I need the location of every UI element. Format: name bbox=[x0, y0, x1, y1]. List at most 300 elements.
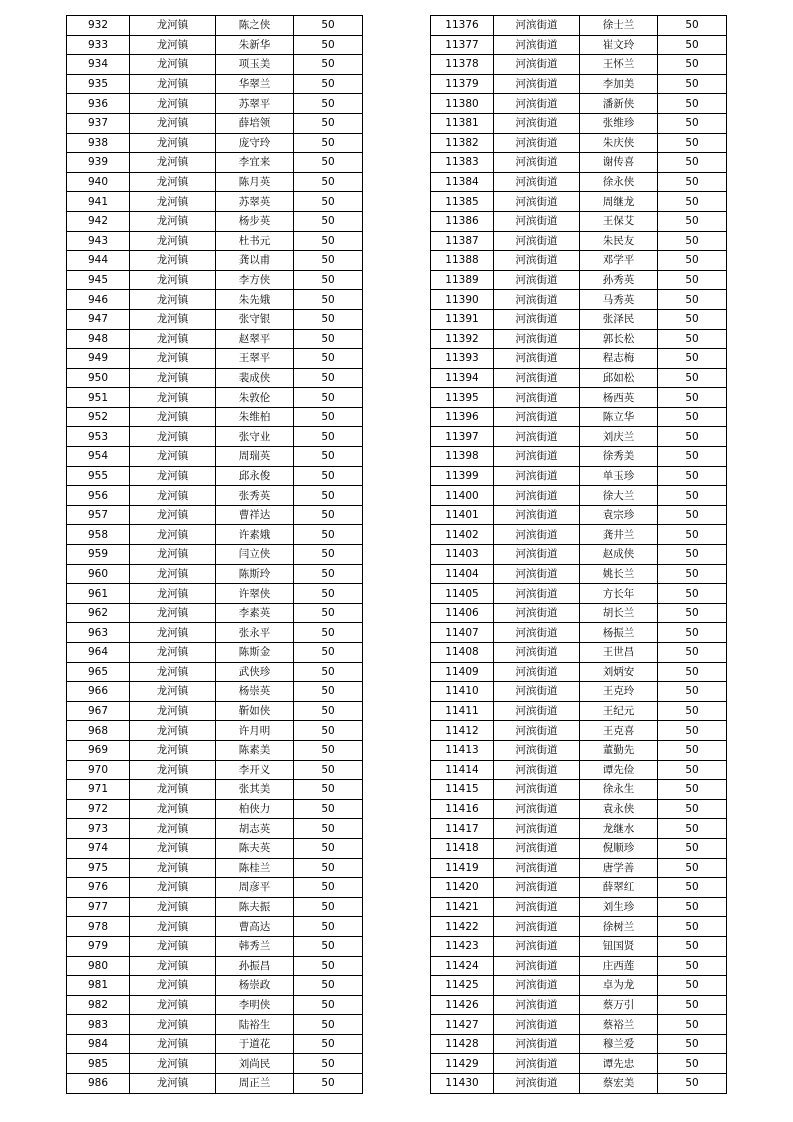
name-cell: 薛培领 bbox=[216, 113, 294, 133]
location-cell: 河滨街道 bbox=[494, 270, 580, 290]
amount-cell: 50 bbox=[294, 525, 363, 545]
name-cell: 周正兰 bbox=[216, 1074, 294, 1094]
table-row bbox=[431, 270, 727, 290]
location-cell: 龙河镇 bbox=[130, 819, 216, 839]
location-cell: 龙河镇 bbox=[130, 603, 216, 623]
name-cell: 周瑞英 bbox=[216, 447, 294, 467]
name-cell: 徐士兰 bbox=[580, 16, 658, 36]
amount-cell: 50 bbox=[294, 486, 363, 506]
amount-cell: 50 bbox=[294, 545, 363, 565]
location-cell: 龙河镇 bbox=[130, 976, 216, 996]
table-row bbox=[431, 1034, 727, 1054]
row-number-cell: 940 bbox=[67, 172, 130, 192]
location-cell: 河滨街道 bbox=[494, 995, 580, 1015]
row-number-cell: 11411 bbox=[431, 701, 494, 721]
name-cell: 姚长兰 bbox=[580, 564, 658, 584]
table-row bbox=[431, 388, 727, 408]
name-cell: 杨西英 bbox=[580, 388, 658, 408]
row-number-cell: 968 bbox=[67, 721, 130, 741]
location-cell: 龙河镇 bbox=[130, 584, 216, 604]
table-row bbox=[67, 35, 363, 55]
row-number-cell: 934 bbox=[67, 55, 130, 75]
table-row bbox=[431, 564, 727, 584]
amount-cell: 50 bbox=[658, 251, 727, 271]
table-row bbox=[67, 407, 363, 427]
table-row bbox=[67, 349, 363, 369]
amount-cell: 50 bbox=[294, 211, 363, 231]
name-cell: 刘炳安 bbox=[580, 662, 658, 682]
amount-cell: 50 bbox=[294, 290, 363, 310]
table-row bbox=[67, 897, 363, 917]
amount-cell: 50 bbox=[294, 564, 363, 584]
table-row bbox=[67, 388, 363, 408]
table-row bbox=[431, 368, 727, 388]
location-cell: 龙河镇 bbox=[130, 251, 216, 271]
name-cell: 谭先忠 bbox=[580, 1054, 658, 1074]
name-cell: 潘新侠 bbox=[580, 94, 658, 114]
table-row bbox=[431, 211, 727, 231]
row-number-cell: 935 bbox=[67, 74, 130, 94]
location-cell: 龙河镇 bbox=[130, 211, 216, 231]
table-row bbox=[431, 623, 727, 643]
amount-cell: 50 bbox=[294, 329, 363, 349]
name-cell: 袁永侠 bbox=[580, 799, 658, 819]
location-cell: 河滨街道 bbox=[494, 838, 580, 858]
table-row bbox=[67, 153, 363, 173]
table-row bbox=[67, 995, 363, 1015]
name-cell: 张永平 bbox=[216, 623, 294, 643]
row-number-cell: 983 bbox=[67, 1015, 130, 1035]
location-cell: 龙河镇 bbox=[130, 623, 216, 643]
location-cell: 龙河镇 bbox=[130, 329, 216, 349]
name-cell: 苏翠英 bbox=[216, 192, 294, 212]
name-cell: 曹祥达 bbox=[216, 505, 294, 525]
amount-cell: 50 bbox=[658, 153, 727, 173]
name-cell: 张维珍 bbox=[580, 113, 658, 133]
location-cell: 龙河镇 bbox=[130, 172, 216, 192]
location-cell: 河滨街道 bbox=[494, 878, 580, 898]
name-cell: 朱先娥 bbox=[216, 290, 294, 310]
table-row bbox=[67, 838, 363, 858]
row-number-cell: 11407 bbox=[431, 623, 494, 643]
location-cell: 龙河镇 bbox=[130, 936, 216, 956]
location-cell: 河滨街道 bbox=[494, 1015, 580, 1035]
row-number-cell: 965 bbox=[67, 662, 130, 682]
row-number-cell: 985 bbox=[67, 1054, 130, 1074]
location-cell: 河滨街道 bbox=[494, 153, 580, 173]
table-row bbox=[431, 466, 727, 486]
location-cell: 河滨街道 bbox=[494, 721, 580, 741]
location-cell: 河滨街道 bbox=[494, 584, 580, 604]
amount-cell: 50 bbox=[658, 35, 727, 55]
table-row bbox=[67, 113, 363, 133]
amount-cell: 50 bbox=[658, 564, 727, 584]
amount-cell: 50 bbox=[658, 427, 727, 447]
table-row bbox=[67, 936, 363, 956]
amount-cell: 50 bbox=[658, 701, 727, 721]
location-cell: 河滨街道 bbox=[494, 525, 580, 545]
row-number-cell: 11389 bbox=[431, 270, 494, 290]
location-cell: 河滨街道 bbox=[494, 682, 580, 702]
table-row bbox=[431, 427, 727, 447]
table-row bbox=[431, 329, 727, 349]
row-number-cell: 11409 bbox=[431, 662, 494, 682]
location-cell: 龙河镇 bbox=[130, 407, 216, 427]
row-number-cell: 11422 bbox=[431, 917, 494, 937]
amount-cell: 50 bbox=[658, 917, 727, 937]
row-number-cell: 11410 bbox=[431, 682, 494, 702]
name-cell: 蔡裕兰 bbox=[580, 1015, 658, 1035]
name-cell: 刘庆兰 bbox=[580, 427, 658, 447]
name-cell: 邱如松 bbox=[580, 368, 658, 388]
row-number-cell: 11426 bbox=[431, 995, 494, 1015]
row-number-cell: 967 bbox=[67, 701, 130, 721]
location-cell: 河滨街道 bbox=[494, 35, 580, 55]
location-cell: 龙河镇 bbox=[130, 1015, 216, 1035]
name-cell: 龚井兰 bbox=[580, 525, 658, 545]
location-cell: 河滨街道 bbox=[494, 427, 580, 447]
amount-cell: 50 bbox=[294, 270, 363, 290]
table-row bbox=[431, 643, 727, 663]
table-row bbox=[67, 740, 363, 760]
amount-cell: 50 bbox=[658, 407, 727, 427]
amount-cell: 50 bbox=[658, 838, 727, 858]
table-row bbox=[431, 897, 727, 917]
amount-cell: 50 bbox=[294, 35, 363, 55]
location-cell: 龙河镇 bbox=[130, 760, 216, 780]
location-cell: 河滨街道 bbox=[494, 505, 580, 525]
name-cell: 朱新华 bbox=[216, 35, 294, 55]
name-cell: 许素娥 bbox=[216, 525, 294, 545]
row-number-cell: 955 bbox=[67, 466, 130, 486]
location-cell: 河滨街道 bbox=[494, 309, 580, 329]
row-number-cell: 11423 bbox=[431, 936, 494, 956]
row-number-cell: 11414 bbox=[431, 760, 494, 780]
amount-cell: 50 bbox=[294, 643, 363, 663]
row-number-cell: 976 bbox=[67, 878, 130, 898]
amount-cell: 50 bbox=[658, 55, 727, 75]
amount-cell: 50 bbox=[294, 251, 363, 271]
table-row bbox=[431, 740, 727, 760]
table-row bbox=[431, 349, 727, 369]
table-row bbox=[67, 917, 363, 937]
table-row bbox=[67, 564, 363, 584]
location-cell: 龙河镇 bbox=[130, 16, 216, 36]
table-row bbox=[431, 407, 727, 427]
row-number-cell: 939 bbox=[67, 153, 130, 173]
name-cell: 刘尚民 bbox=[216, 1054, 294, 1074]
table-row bbox=[67, 545, 363, 565]
table-row bbox=[67, 1034, 363, 1054]
name-cell: 蔡宏美 bbox=[580, 1074, 658, 1094]
name-cell: 杨振兰 bbox=[580, 623, 658, 643]
location-cell: 龙河镇 bbox=[130, 349, 216, 369]
name-cell: 单玉珍 bbox=[580, 466, 658, 486]
amount-cell: 50 bbox=[658, 466, 727, 486]
row-number-cell: 959 bbox=[67, 545, 130, 565]
amount-cell: 50 bbox=[294, 956, 363, 976]
table-row bbox=[431, 936, 727, 956]
name-cell: 胡长兰 bbox=[580, 603, 658, 623]
location-cell: 河滨街道 bbox=[494, 1054, 580, 1074]
location-cell: 龙河镇 bbox=[130, 525, 216, 545]
amount-cell: 50 bbox=[658, 1054, 727, 1074]
table-row bbox=[67, 211, 363, 231]
row-number-cell: 11392 bbox=[431, 329, 494, 349]
row-number-cell: 11387 bbox=[431, 231, 494, 251]
table-row bbox=[67, 486, 363, 506]
amount-cell: 50 bbox=[658, 231, 727, 251]
table-row bbox=[67, 94, 363, 114]
row-number-cell: 11380 bbox=[431, 94, 494, 114]
table-row bbox=[431, 995, 727, 1015]
table-row bbox=[67, 662, 363, 682]
location-cell: 河滨街道 bbox=[494, 172, 580, 192]
amount-cell: 50 bbox=[294, 976, 363, 996]
amount-cell: 50 bbox=[294, 172, 363, 192]
table-row bbox=[431, 682, 727, 702]
name-cell: 李加美 bbox=[580, 74, 658, 94]
row-number-cell: 11400 bbox=[431, 486, 494, 506]
name-cell: 邱永俊 bbox=[216, 466, 294, 486]
amount-cell: 50 bbox=[658, 878, 727, 898]
location-cell: 龙河镇 bbox=[130, 55, 216, 75]
name-cell: 柏侠力 bbox=[216, 799, 294, 819]
location-cell: 河滨街道 bbox=[494, 623, 580, 643]
name-cell: 谭先俭 bbox=[580, 760, 658, 780]
name-cell: 张守银 bbox=[216, 309, 294, 329]
location-cell: 龙河镇 bbox=[130, 192, 216, 212]
table-row bbox=[67, 16, 363, 36]
name-cell: 闫立侠 bbox=[216, 545, 294, 565]
location-cell: 龙河镇 bbox=[130, 682, 216, 702]
name-cell: 周继龙 bbox=[580, 192, 658, 212]
amount-cell: 50 bbox=[658, 956, 727, 976]
amount-cell: 50 bbox=[294, 447, 363, 467]
location-cell: 龙河镇 bbox=[130, 858, 216, 878]
row-number-cell: 958 bbox=[67, 525, 130, 545]
amount-cell: 50 bbox=[294, 838, 363, 858]
amount-cell: 50 bbox=[294, 1034, 363, 1054]
amount-cell: 50 bbox=[294, 780, 363, 800]
amount-cell: 50 bbox=[294, 936, 363, 956]
table-row bbox=[431, 545, 727, 565]
table-row bbox=[431, 525, 727, 545]
table-row bbox=[67, 466, 363, 486]
row-number-cell: 11394 bbox=[431, 368, 494, 388]
row-number-cell: 11383 bbox=[431, 153, 494, 173]
row-number-cell: 962 bbox=[67, 603, 130, 623]
table-row bbox=[431, 819, 727, 839]
name-cell: 陈素美 bbox=[216, 740, 294, 760]
amount-cell: 50 bbox=[294, 466, 363, 486]
row-number-cell: 933 bbox=[67, 35, 130, 55]
row-number-cell: 11384 bbox=[431, 172, 494, 192]
table-row bbox=[431, 447, 727, 467]
row-number-cell: 974 bbox=[67, 838, 130, 858]
location-cell: 龙河镇 bbox=[130, 643, 216, 663]
table-row bbox=[67, 427, 363, 447]
row-number-cell: 975 bbox=[67, 858, 130, 878]
row-number-cell: 951 bbox=[67, 388, 130, 408]
row-number-cell: 961 bbox=[67, 584, 130, 604]
row-number-cell: 11424 bbox=[431, 956, 494, 976]
location-cell: 龙河镇 bbox=[130, 486, 216, 506]
row-number-cell: 11418 bbox=[431, 838, 494, 858]
name-cell: 唐学善 bbox=[580, 858, 658, 878]
row-number-cell: 986 bbox=[67, 1074, 130, 1094]
amount-cell: 50 bbox=[294, 740, 363, 760]
name-cell: 李开义 bbox=[216, 760, 294, 780]
location-cell: 龙河镇 bbox=[130, 35, 216, 55]
row-number-cell: 980 bbox=[67, 956, 130, 976]
row-number-cell: 954 bbox=[67, 447, 130, 467]
location-cell: 龙河镇 bbox=[130, 1034, 216, 1054]
location-cell: 龙河镇 bbox=[130, 133, 216, 153]
table-row bbox=[67, 525, 363, 545]
table-row bbox=[67, 55, 363, 75]
name-cell: 朱民友 bbox=[580, 231, 658, 251]
table-row bbox=[431, 1074, 727, 1094]
row-number-cell: 11397 bbox=[431, 427, 494, 447]
name-cell: 程志梅 bbox=[580, 349, 658, 369]
row-number-cell: 11430 bbox=[431, 1074, 494, 1094]
row-number-cell: 942 bbox=[67, 211, 130, 231]
name-cell: 华翠兰 bbox=[216, 74, 294, 94]
name-cell: 谢传喜 bbox=[580, 153, 658, 173]
name-cell: 张秀英 bbox=[216, 486, 294, 506]
location-cell: 龙河镇 bbox=[130, 153, 216, 173]
table-row bbox=[431, 290, 727, 310]
left-table bbox=[66, 15, 363, 1094]
name-cell: 孙振昌 bbox=[216, 956, 294, 976]
amount-cell: 50 bbox=[294, 368, 363, 388]
table-row bbox=[67, 192, 363, 212]
amount-cell: 50 bbox=[294, 192, 363, 212]
row-number-cell: 946 bbox=[67, 290, 130, 310]
name-cell: 郭长松 bbox=[580, 329, 658, 349]
amount-cell: 50 bbox=[658, 290, 727, 310]
location-cell: 龙河镇 bbox=[130, 290, 216, 310]
name-cell: 李明侠 bbox=[216, 995, 294, 1015]
row-number-cell: 11378 bbox=[431, 55, 494, 75]
location-cell: 龙河镇 bbox=[130, 897, 216, 917]
row-number-cell: 11388 bbox=[431, 251, 494, 271]
table-row bbox=[431, 1015, 727, 1035]
location-cell: 龙河镇 bbox=[130, 721, 216, 741]
row-number-cell: 953 bbox=[67, 427, 130, 447]
table-row bbox=[431, 662, 727, 682]
row-number-cell: 11413 bbox=[431, 740, 494, 760]
amount-cell: 50 bbox=[294, 94, 363, 114]
table-row bbox=[67, 329, 363, 349]
name-cell: 陈夫振 bbox=[216, 897, 294, 917]
amount-cell: 50 bbox=[658, 603, 727, 623]
table-row bbox=[67, 780, 363, 800]
name-cell: 袁宗珍 bbox=[580, 505, 658, 525]
name-cell: 徐大兰 bbox=[580, 486, 658, 506]
table-row bbox=[431, 35, 727, 55]
right-table bbox=[430, 15, 727, 1094]
name-cell: 庞守玲 bbox=[216, 133, 294, 153]
row-number-cell: 11428 bbox=[431, 1034, 494, 1054]
name-cell: 马秀英 bbox=[580, 290, 658, 310]
table-row bbox=[431, 917, 727, 937]
row-number-cell: 11391 bbox=[431, 309, 494, 329]
row-number-cell: 11393 bbox=[431, 349, 494, 369]
table-row bbox=[67, 584, 363, 604]
table-row bbox=[431, 192, 727, 212]
table-row bbox=[431, 16, 727, 36]
amount-cell: 50 bbox=[658, 486, 727, 506]
name-cell: 朱敦伦 bbox=[216, 388, 294, 408]
table-row bbox=[67, 251, 363, 271]
amount-cell: 50 bbox=[294, 133, 363, 153]
name-cell: 朱维柏 bbox=[216, 407, 294, 427]
amount-cell: 50 bbox=[658, 505, 727, 525]
location-cell: 河滨街道 bbox=[494, 1034, 580, 1054]
location-cell: 河滨街道 bbox=[494, 760, 580, 780]
name-cell: 许月明 bbox=[216, 721, 294, 741]
table-row bbox=[431, 486, 727, 506]
name-cell: 李方侠 bbox=[216, 270, 294, 290]
row-number-cell: 947 bbox=[67, 309, 130, 329]
name-cell: 王翠平 bbox=[216, 349, 294, 369]
table-row bbox=[431, 838, 727, 858]
table-row bbox=[67, 309, 363, 329]
amount-cell: 50 bbox=[658, 584, 727, 604]
amount-cell: 50 bbox=[658, 525, 727, 545]
location-cell: 河滨街道 bbox=[494, 740, 580, 760]
table-row bbox=[67, 819, 363, 839]
row-number-cell: 960 bbox=[67, 564, 130, 584]
location-cell: 龙河镇 bbox=[130, 427, 216, 447]
table-row bbox=[431, 113, 727, 133]
name-cell: 陈斯金 bbox=[216, 643, 294, 663]
table-row bbox=[67, 74, 363, 94]
amount-cell: 50 bbox=[658, 172, 727, 192]
table-row bbox=[431, 309, 727, 329]
table-row bbox=[431, 721, 727, 741]
name-cell: 苏翠平 bbox=[216, 94, 294, 114]
location-cell: 河滨街道 bbox=[494, 917, 580, 937]
location-cell: 河滨街道 bbox=[494, 329, 580, 349]
amount-cell: 50 bbox=[294, 16, 363, 36]
row-number-cell: 957 bbox=[67, 505, 130, 525]
row-number-cell: 971 bbox=[67, 780, 130, 800]
amount-cell: 50 bbox=[294, 760, 363, 780]
table-row bbox=[67, 1074, 363, 1094]
row-number-cell: 948 bbox=[67, 329, 130, 349]
name-cell: 武侠珍 bbox=[216, 662, 294, 682]
row-number-cell: 11396 bbox=[431, 407, 494, 427]
amount-cell: 50 bbox=[658, 1074, 727, 1094]
amount-cell: 50 bbox=[294, 153, 363, 173]
name-cell: 张守业 bbox=[216, 427, 294, 447]
location-cell: 河滨街道 bbox=[494, 349, 580, 369]
row-number-cell: 944 bbox=[67, 251, 130, 271]
amount-cell: 50 bbox=[294, 113, 363, 133]
amount-cell: 50 bbox=[294, 897, 363, 917]
amount-cell: 50 bbox=[658, 113, 727, 133]
row-number-cell: 943 bbox=[67, 231, 130, 251]
name-cell: 裴成侠 bbox=[216, 368, 294, 388]
table-row bbox=[67, 760, 363, 780]
location-cell: 龙河镇 bbox=[130, 662, 216, 682]
name-cell: 朱庆侠 bbox=[580, 133, 658, 153]
location-cell: 龙河镇 bbox=[130, 878, 216, 898]
row-number-cell: 11412 bbox=[431, 721, 494, 741]
